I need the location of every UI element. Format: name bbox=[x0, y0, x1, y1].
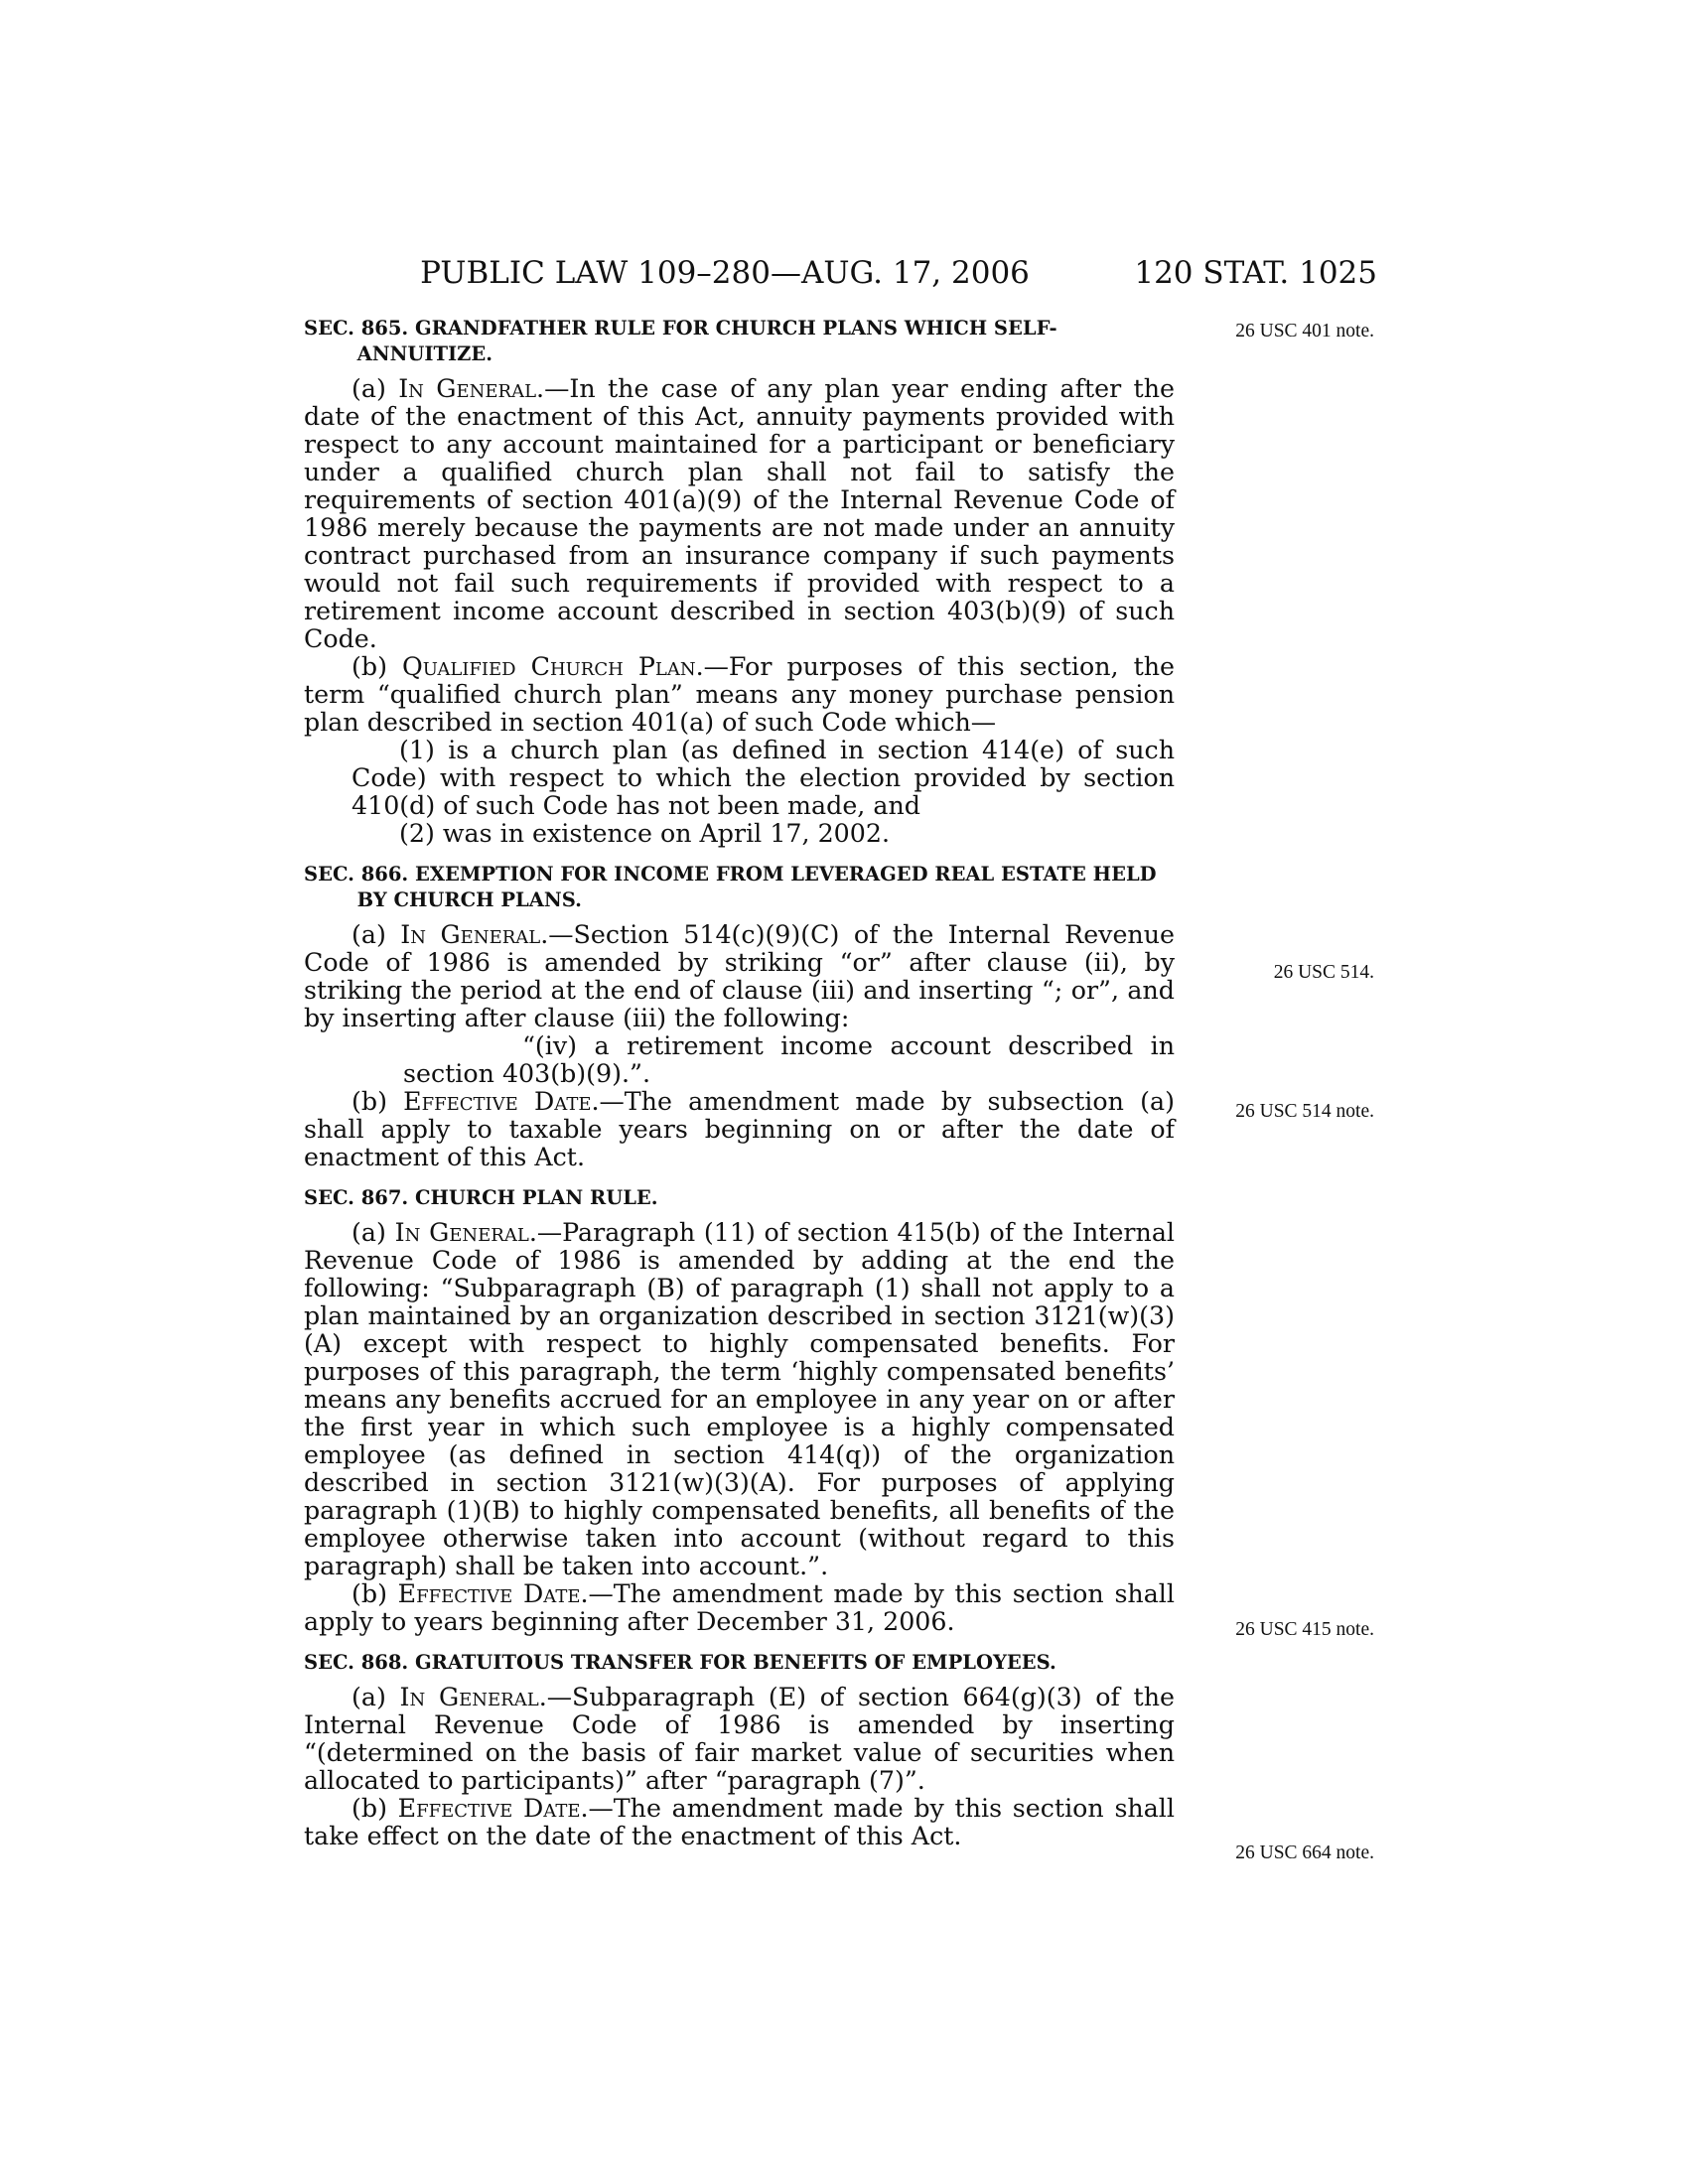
section-866 bbox=[304, 862, 1175, 1171]
subsection-caption: In General bbox=[400, 920, 541, 949]
section-heading: SEC. 868. GRATUITOUS TRANSFER FOR BENEFITS OF EMPLOYEES. bbox=[304, 1651, 1056, 1674]
section-heading: SEC. 866. EXEMPTION FOR INCOME FROM LEVERAGED REAL ESTATE HELD BY CHURCH PLANS. bbox=[304, 863, 1157, 911]
paragraph-1: (1) is a church plan (as defined in section 414(e) of such Code) with respect to which the election provided by section 410(d) of such Code has not been made, and bbox=[352, 736, 1175, 820]
section-865 bbox=[304, 316, 1175, 848]
subsection-caption: Effective Date bbox=[397, 1579, 581, 1608]
margin-note-415: 26 USC 415 note. bbox=[1235, 1619, 1374, 1640]
subsection-a: (a) In General.—Subparagraph (E) of section 664(g)(3) of the Internal Revenue Code of 1986 is amended by inserting “(determined on the basis of fair market value of securities when allocated to participants)” after “paragraph (7)”. bbox=[304, 1683, 1175, 1795]
document-body bbox=[304, 316, 1175, 1850]
section-868 bbox=[304, 1650, 1175, 1850]
subsection-b: (b) Effective Date.—The amendment made by this section shall take effect on the date of the enactment of this Act. bbox=[304, 1794, 1175, 1850]
page-header bbox=[0, 250, 1688, 296]
section-heading: SEC. 865. GRANDFATHER RULE FOR CHURCH PLANS WHICH SELF-ANNUITIZE. bbox=[304, 317, 1057, 365]
subsection-caption: Effective Date bbox=[397, 1794, 581, 1823]
section-867 bbox=[304, 1185, 1175, 1636]
subsection-caption: Qualified Church Plan bbox=[401, 652, 696, 681]
margin-note-664: 26 USC 664 note. bbox=[1235, 1843, 1374, 1863]
margin-note-514-note: 26 USC 514 note. bbox=[1235, 1101, 1374, 1122]
public-law-title: PUBLIC LAW 109–280—AUG. 17, 2006 bbox=[420, 255, 1030, 291]
margin-note-401: 26 USC 401 note. bbox=[1235, 321, 1374, 341]
paragraph-2: (2) was in existence on April 17, 2002. bbox=[399, 819, 891, 848]
subsection-caption: In General bbox=[394, 1218, 529, 1247]
subsection-a: (a) In General.—Section 514(c)(9)(C) of the Internal Revenue Code of 1986 is amended by striking “or” after clause (ii), by striking the period at the end of clause (iii) and inserting “; or”, and by inserting after clause (iii) the following: bbox=[304, 920, 1175, 1032]
subsection-caption: Effective Date bbox=[403, 1087, 592, 1116]
statute-page-number: 120 STAT. 1025 bbox=[1134, 255, 1377, 291]
subsection-caption: In General bbox=[398, 374, 537, 403]
margin-note-514: 26 USC 514. bbox=[1273, 962, 1374, 983]
subsection-caption: In General bbox=[399, 1683, 539, 1711]
section-heading: SEC. 867. CHURCH PLAN RULE. bbox=[304, 1186, 658, 1209]
quoted-clause: “(iv) a retirement income account described in section 403(b)(9).”. bbox=[403, 1031, 1175, 1088]
subsection-b: (b) Qualified Church Plan.—For purposes of this section, the term “qualified church plan” means any money purchase pension plan described in section 401(a) of such Code which— bbox=[304, 652, 1175, 737]
subsection-b: (b) Effective Date.—The amendment made by subsection (a) shall apply to taxable years beginning on or after the date of enactment of this Act. bbox=[304, 1087, 1175, 1171]
subsection-a: (a) In General.—In the case of any plan year ending after the date of the enactment of this Act, annuity payments provided with respect to any account maintained for a participant or beneficiary under a qualified church plan shall not fail to satisfy the requirements of section 401(a)(9) of the Internal Revenue Code of 1986 merely because the payments are not made under an annuity contract purchased from an insurance company if such payments would not fail such requirements if provided with respect to a retirement income account described in section 403(b)(9) of such Code. bbox=[304, 374, 1175, 653]
subsection-b: (b) Effective Date.—The amendment made by this section shall apply to years beginning after December 31, 2006. bbox=[304, 1579, 1175, 1636]
subsection-a: (a) In General.—Paragraph (11) of section 415(b) of the Internal Revenue Code of 1986 is amended by adding at the end the following: “Subparagraph (B) of paragraph (1) shall not apply to a plan maintained by an organization described in section 3121(w)(3)(A) except with respect to highly compensated benefits. For purposes of this paragraph, the term ‘highly compensated benefits’ means any benefits accrued for an employee in any year on or after the first year in which such employee is a highly compensated employee (as defined in section 414(q)) of the organization described in section 3121(w)(3)(A). For purposes of applying paragraph (1)(B) to highly compensated benefits, all benefits of the employee otherwise taken into account (without regard to this paragraph) shall be taken into account.”. bbox=[304, 1218, 1175, 1580]
